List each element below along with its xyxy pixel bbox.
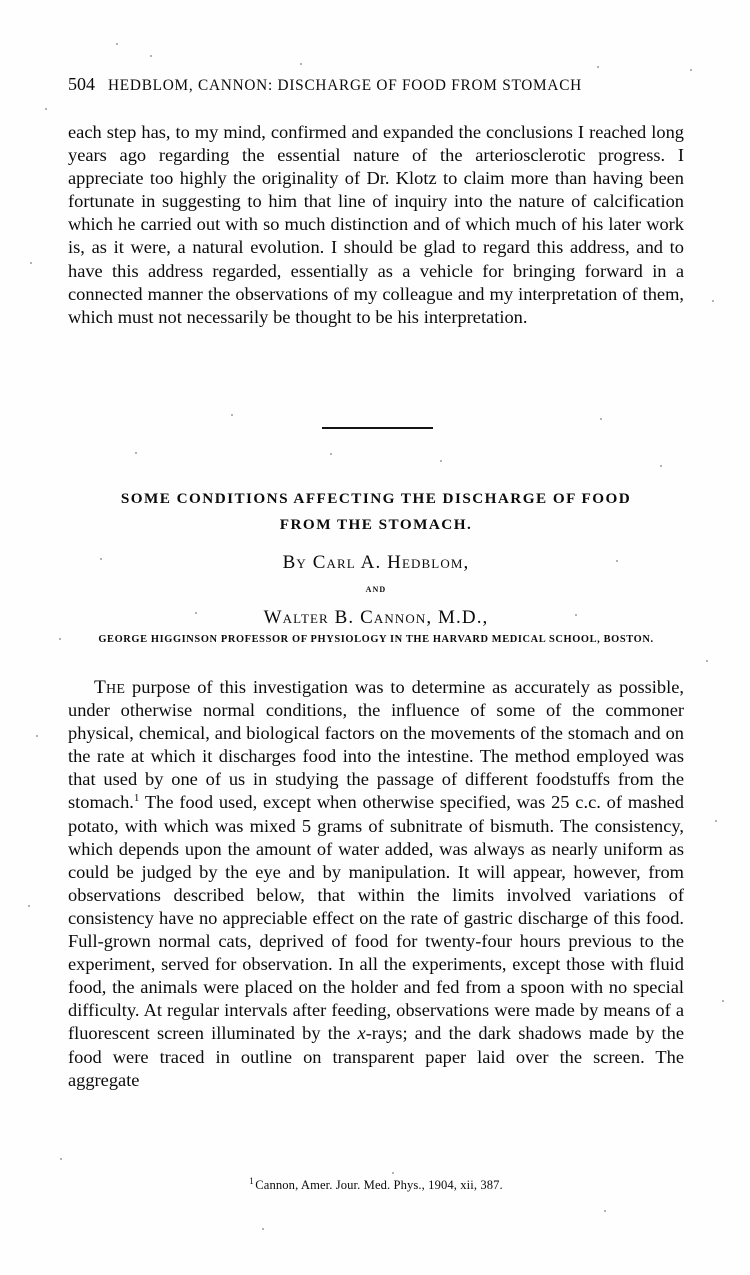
running-head — [68, 74, 684, 95]
italic-x-glyph: x — [357, 1023, 366, 1044]
scan-speckle — [28, 905, 30, 907]
scan-speckle — [60, 1158, 62, 1160]
scan-speckle — [116, 43, 118, 45]
lead-word: The — [94, 677, 126, 698]
footnote — [50, 1175, 702, 1193]
running-head-title: HEDBLOM, CANNON: DISCHARGE OF FOOD FROM STOMACH — [108, 77, 582, 94]
intro-paragraph-block — [68, 121, 684, 329]
scan-speckle — [604, 1210, 606, 1212]
main-body-text-part-1: purpose of this investigation was to determine as accurately as possible, under otherwise normal conditions, the influence of some of the commoner physical, chemical, and biological factors on the movements of the stomach and on the rate at which it discharges food into the intestine. The method employed was that used by one of us in studying the passage of different foodstuffs from the stomach. — [68, 677, 684, 813]
author-conjunction: and — [365, 583, 387, 595]
main-body-text-part-2: The food used, except when otherwise specified, was 25 c.c. of mashed potato, with which was mixed 5 grams of subnitrate of bismuth. The consistency, which depends upon the amount of water added, was always as nearly uniform as could be judged by the eye and by manipulation. It will appear, however, from observations described below, that within the limits involved variations of consistency have no appreciable effect on the rate of gastric discharge of this food. Full-grown normal cats, deprived of food for twenty-four hours previous to the experiment, served for observation. In all the experiments, except those with fluid food, the animals were placed on the holder and fed from a spoon with no special difficulty. At regular intervals after feeding, observations were made by means of a fluorescent screen illuminated by the — [68, 792, 684, 1044]
section-divider-rule — [322, 427, 433, 429]
scan-speckle — [45, 108, 47, 110]
scan-speckle — [440, 460, 442, 462]
byline-block — [50, 550, 702, 645]
scan-speckle — [392, 1172, 394, 1174]
article-title — [50, 486, 702, 538]
scan-speckle — [722, 1000, 724, 1002]
main-body-paragraph — [68, 676, 684, 1092]
scan-speckle — [600, 418, 602, 420]
scan-speckle — [150, 55, 152, 57]
scan-speckle — [300, 63, 302, 65]
scan-speckle — [660, 465, 662, 467]
scan-speckle — [712, 300, 714, 302]
author-primary: By Carl A. Hedblom, — [282, 552, 470, 573]
intro-paragraph-text: each step has, to my mind, confirmed and expanded the conclusions I reached long years ago regarding the essential nature of the arteriosclerotic progress. I appreciate too highly the originality of Dr. Klotz to claim more than having been fortunate in suggesting to him that line of inquiry into the nature of calcification which he carried out with so much distinction and of which much of his later work is, as it were, a natural evolution. I should be glad to regard this address, and to have this address regarded, essentially as a vehicle for bringing forward in a connected manner the observations of my colleague and my interpretation of them, which must not necessarily be thought to be his interpretation. — [68, 122, 684, 327]
author-affiliation: GEORGE HIGGINSON PROFESSOR OF PHYSIOLOGY IN THE HARVARD MEDICAL SCHOOL, BOSTON. — [98, 634, 654, 645]
main-body-text-part-3: -rays; and the dark shadows made by the food were traced in outline on transparent paper laid over the screen. The aggregate — [68, 1023, 684, 1090]
author-secondary: Walter B. Cannon, M.D., — [263, 607, 489, 628]
scan-speckle — [135, 452, 137, 454]
scan-speckle — [231, 414, 233, 416]
article-title-line-2: FROM THE STOMACH. — [279, 516, 473, 533]
footnote-text: Cannon, Amer. Jour. Med. Phys., 1904, xii, 387. — [255, 1178, 503, 1192]
article-title-line-1: SOME CONDITIONS AFFECTING THE DISCHARGE OF FOOD — [120, 490, 632, 507]
scan-speckle — [36, 735, 38, 737]
scan-speckle — [262, 1228, 264, 1230]
main-body-block — [68, 676, 684, 1092]
footnote-reference-marker: 1 — [133, 792, 140, 805]
scan-speckle — [597, 66, 599, 68]
scan-speckle — [715, 820, 717, 822]
footnote-marker: 1 — [249, 1175, 254, 1186]
scan-speckle — [690, 69, 692, 71]
scan-speckle — [30, 262, 32, 264]
page-folio-number: 504 — [68, 74, 95, 94]
scan-speckle — [706, 660, 708, 662]
scan-speckle — [330, 453, 332, 455]
